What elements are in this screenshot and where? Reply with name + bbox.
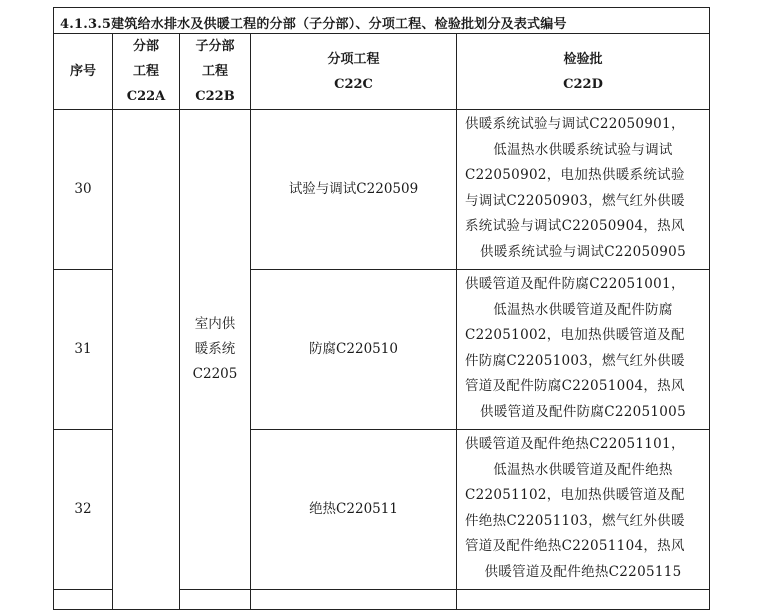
inspection-line: 管道及配件防腐C22051004，热风 bbox=[465, 378, 685, 394]
subdivision-cell bbox=[180, 110, 251, 590]
row-item: 绝热C220511 bbox=[251, 430, 457, 590]
inspection-line: 供暖管道及配件绝热C2205115 bbox=[484, 563, 682, 580]
inspection-line: 系统试验与调试C22050904，热风 bbox=[465, 218, 685, 234]
header-subdivision-line: 子分部 bbox=[195, 39, 235, 54]
header-item bbox=[251, 34, 457, 110]
header-seq: 序号 bbox=[54, 34, 113, 110]
header-subdivision-line: 工程 bbox=[201, 64, 228, 79]
header-division bbox=[113, 34, 180, 110]
header-inspection-line: 检验批 bbox=[563, 51, 603, 67]
header-division-line: 工程 bbox=[132, 64, 159, 79]
header-inspection bbox=[457, 34, 710, 110]
inspection-line: C22051102，电加热供暖管道及配 bbox=[465, 487, 685, 503]
header-inspection-code: C22D bbox=[563, 76, 603, 92]
row-item: 防腐C220510 bbox=[251, 270, 457, 430]
division-table bbox=[53, 33, 710, 610]
row-seq: 32 bbox=[54, 430, 113, 590]
row-seq: 30 bbox=[54, 110, 113, 270]
row-seq: 31 bbox=[54, 270, 113, 430]
table-row bbox=[54, 110, 710, 270]
row-subdivision-empty bbox=[180, 590, 251, 610]
inspection-line: 供暖管道及配件防腐C22051001， bbox=[465, 276, 685, 292]
document-sheet bbox=[53, 7, 710, 582]
row-inspection bbox=[457, 270, 710, 430]
inspection-line: 低温热水供暖系统试验与调试 bbox=[493, 141, 673, 158]
row-inspection bbox=[457, 430, 710, 590]
row-inspection-empty bbox=[457, 590, 710, 610]
inspection-line: 供暖管道及配件防腐C22051005 bbox=[480, 403, 686, 420]
inspection-line: 供暖管道及配件绝热C22051101， bbox=[465, 436, 685, 452]
header-subdivision bbox=[180, 34, 251, 110]
header-item-line: 分项工程 bbox=[327, 51, 380, 67]
inspection-line: 低温热水供暖管道及配件绝热 bbox=[493, 461, 673, 478]
header-division-line: 分部 bbox=[132, 39, 159, 54]
header-subdivision-code: C22B bbox=[195, 89, 235, 104]
row-seq-empty bbox=[54, 590, 113, 610]
division-cell bbox=[113, 110, 180, 610]
row-item-empty bbox=[251, 590, 457, 610]
header-division-code: C22A bbox=[126, 89, 166, 104]
subdivision-code: C2205 bbox=[192, 366, 238, 382]
section-title: 4.1.3.5建筑给水排水及供暖工程的分部（子分部）、分项工程、检验批划分及表式编号 bbox=[60, 17, 567, 32]
header-item-code: C22C bbox=[334, 76, 373, 92]
row-item: 试验与调试C220509 bbox=[251, 110, 457, 270]
row-inspection bbox=[457, 110, 710, 270]
section-title-bar bbox=[53, 7, 710, 34]
subdivision-line: 暖系统 bbox=[194, 341, 236, 357]
inspection-line: 与调试C22050903，燃气红外供暖 bbox=[465, 192, 685, 209]
inspection-line: C22051002，电加热供暖管道及配 bbox=[465, 327, 685, 343]
inspection-line: 供暖系统试验与调试C22050901， bbox=[465, 116, 685, 132]
inspection-line: 供暖系统试验与调试C22050905 bbox=[480, 243, 686, 260]
inspection-line: C22050902，电加热供暖系统试验 bbox=[465, 167, 685, 183]
subdivision-line: 室内供 bbox=[194, 316, 236, 332]
inspection-line: 管道及配件绝热C22051104，热风 bbox=[465, 538, 685, 554]
inspection-line: 低温热水供暖管道及配件防腐 bbox=[493, 301, 673, 318]
inspection-line: 件防腐C22051003，燃气红外供暖 bbox=[465, 352, 685, 369]
inspection-line: 件绝热C22051103，燃气红外供暖 bbox=[465, 512, 685, 529]
header-row bbox=[54, 34, 710, 110]
